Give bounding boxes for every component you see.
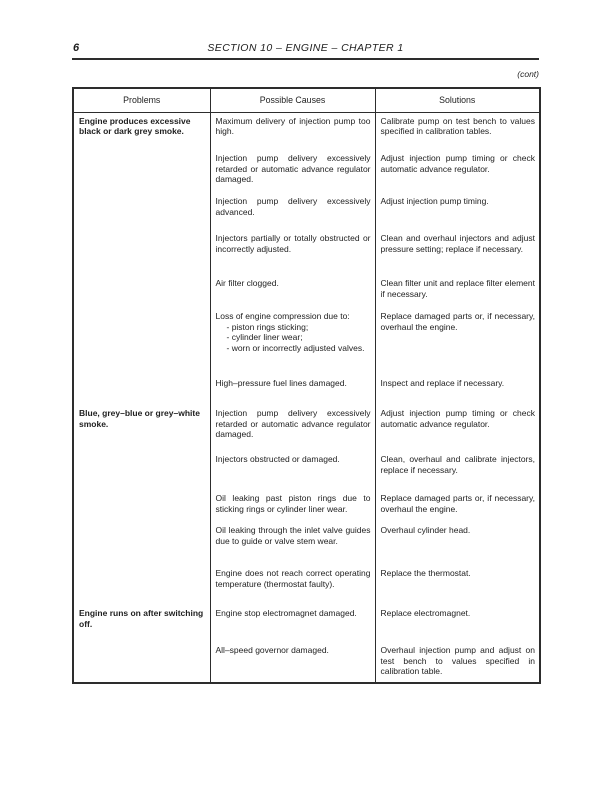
solution-cell: Replace the thermostat. (375, 565, 540, 605)
cause-cell (210, 490, 375, 522)
cause-text: Injectors partially or totally obstructed or incorrectly adjusted. (215, 233, 371, 254)
solution-cell: Clean and overhaul injectors and adjust pressure setting; replace if necessary. (375, 230, 540, 275)
cause-cell (210, 605, 375, 642)
page-content (72, 0, 539, 684)
solution-cell: Adjust injection pump timing. (375, 193, 540, 230)
cause-cell (210, 308, 375, 375)
cause-text: Engine does not reach correct operating temperature (thermostat faulty). (215, 568, 371, 589)
cause-text: Injectors obstructed or damaged. (215, 454, 340, 464)
solution-cell: Overhaul cylinder head. (375, 522, 540, 565)
cause-cell (210, 565, 375, 605)
table-row (73, 605, 540, 642)
cause-text: Injection pump delivery excessively retarded or automatic advance regulator damaged. (215, 408, 371, 439)
cause-cell (210, 275, 375, 308)
solution-cell: Replace electromagnet. (375, 605, 540, 642)
cause-cell (210, 150, 375, 193)
page-number: 6 (73, 42, 80, 54)
problem-cell: Blue, grey–blue or grey–white smoke. (73, 405, 210, 605)
table-row (73, 405, 540, 451)
col-header-solutions: Solutions (375, 88, 540, 112)
cause-text: Oil leaking through the inlet valve guides due to guide or valve stem wear. (215, 525, 371, 546)
solution-cell: Replace damaged parts or, if necessary, overhaul the engine. (375, 490, 540, 522)
cause-cell (210, 375, 375, 405)
cause-text: Loss of engine compression due to: (215, 311, 350, 321)
cause-text: Engine stop electromagnet damaged. (215, 608, 357, 618)
cause-text: High–pressure fuel lines damaged. (215, 378, 347, 388)
solution-cell: Clean filter unit and replace filter element if necessary. (375, 275, 540, 308)
table-header (73, 88, 540, 112)
page-title: SECTION 10 – ENGINE – CHAPTER 1 (207, 42, 404, 54)
solution-cell: Clean, overhaul and calibrate injectors, replace if necessary. (375, 451, 540, 490)
table-body (73, 112, 540, 683)
cause-list-item: - cylinder liner wear; (226, 332, 303, 342)
cause-text: Air filter clogged. (215, 278, 279, 288)
cause-text: All–speed governor damaged. (215, 645, 329, 655)
solution-cell: Overhaul injection pump and adjust on test bench to values specified in calibration table. (375, 642, 540, 683)
cause-cell (210, 193, 375, 230)
problem-cell: Engine runs on after switching off. (73, 605, 210, 683)
cause-cell (210, 112, 375, 150)
cause-cell (210, 522, 375, 565)
cause-cell (210, 642, 375, 683)
cause-text: Oil leaking past piston rings due to sticking rings or cylinder liner wear. (215, 493, 371, 514)
table-row (73, 112, 540, 150)
cause-text: Injection pump delivery excessively advanced. (215, 196, 371, 217)
col-header-possible-causes: Possible Causes (210, 88, 375, 112)
cause-cell (210, 405, 375, 451)
running-head (72, 42, 539, 60)
solution-cell: Calibrate pump on test bench to values specified in calibration tables. (375, 112, 540, 150)
continuation-note: (cont) (517, 69, 539, 79)
cause-cell (210, 451, 375, 490)
cause-list-item: - piston rings sticking; (226, 321, 309, 332)
table-header-row (73, 88, 540, 112)
problem-cell: Engine produces excessive black or dark grey smoke. (73, 112, 210, 405)
cause-text: Maximum delivery of injection pump too high. (215, 115, 371, 136)
solution-cell: Adjust injection pump timing or check automatic advance regulator. (375, 405, 540, 451)
cause-text: Injection pump delivery excessively retarded or automatic advance regulator damaged. (215, 153, 371, 184)
solution-cell: Inspect and replace if necessary. (375, 375, 540, 405)
troubleshooting-table (72, 87, 541, 684)
cause-list-item: - worn or incorrectly adjusted valves. (226, 342, 365, 353)
solution-cell: Adjust injection pump timing or check automatic advance regulator. (375, 150, 540, 193)
cause-cell (210, 230, 375, 275)
col-header-problems: Problems (73, 88, 210, 112)
solution-cell: Replace damaged parts or, if necessary, overhaul the engine. (375, 308, 540, 375)
